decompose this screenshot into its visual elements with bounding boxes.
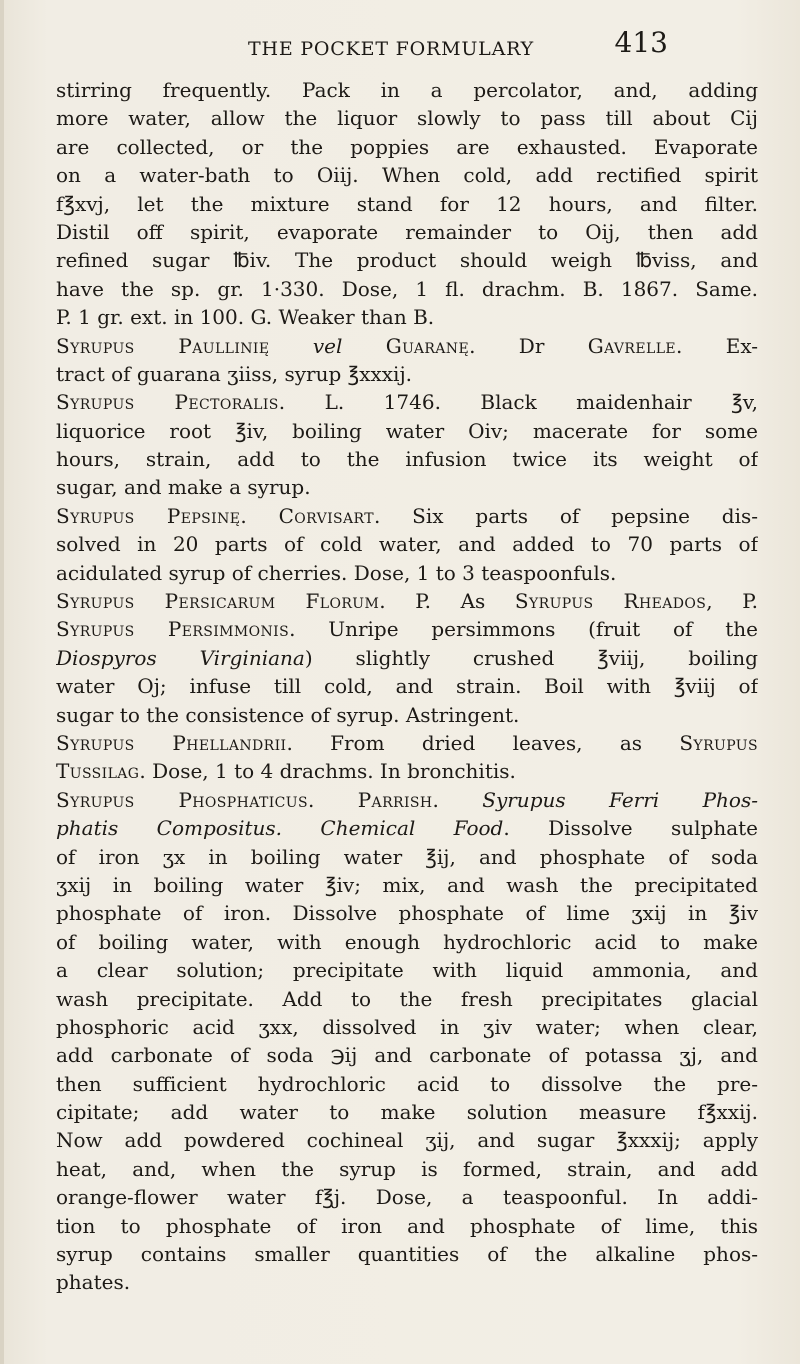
entry-heading: Syrupus Paullinię xyxy=(56,333,270,358)
page-number: 413 xyxy=(614,26,668,59)
page-header xyxy=(248,22,668,66)
text-line: tion to phosphate of iron and phosphate of lime, this xyxy=(56,1213,758,1238)
text-line: a clear solution; precipitate with liquid ammonia, and xyxy=(56,958,758,983)
cross-reference: Syrupus xyxy=(679,730,758,755)
entry-syrupus-phosphaticus: Syrupus Phosphaticus. Parrish. Syrupus Ferri Phos- xyxy=(56,787,758,812)
text-line: solved in 20 parts of cold water, and added to 70 parts of xyxy=(56,532,758,557)
entry-heading: Syrupus Pepsinę xyxy=(56,503,241,528)
text-line: Diospyros Virginiana) slightly crushed ℥viij, boiling xyxy=(56,645,758,670)
text-line: heat, and, when the syrup is formed, strain, and add xyxy=(56,1156,758,1181)
text-line: add carbonate of soda ℈ij and carbonate of potassa ʒj, and xyxy=(56,1043,758,1068)
text-line: phosphate of iron. Dissolve phosphate of lime ʒxij in ℥iv xyxy=(56,901,758,926)
text-line: hours, strain, add to the infusion twice its weight of xyxy=(56,447,758,472)
authority-name: Parrish xyxy=(357,787,433,812)
text-line: wash precipitate. Add to the fresh precipitates glacial xyxy=(56,986,758,1011)
species-name: Diospyros Virginiana xyxy=(56,645,305,670)
text-line: liquorice root ℥iv, boiling water Oiv; macerate for some xyxy=(56,418,758,443)
text-line: cipitate; add water to make solution measure f℥xxij. xyxy=(56,1100,758,1125)
cross-reference: Syrupus Rheados xyxy=(514,589,707,614)
text-line: orange-flower water f℥j. Dose, a teaspoonful. In addi- xyxy=(56,1185,758,1210)
text-line: refined sugar ℔iv. The product should weigh ℔viss, and xyxy=(56,248,758,273)
text-line: on a water-bath to Oiij. When cold, add rectified spirit xyxy=(56,163,758,188)
text-line: water Oj; infuse till cold, and strain. Boil with ℥viij of xyxy=(56,674,758,699)
text-line: stirring frequently. Pack in a percolator, and, adding xyxy=(56,78,758,102)
text-line: Distil off spirit, evaporate remainder to Oij, then add xyxy=(56,219,758,244)
text-line: then sufficient hydrochloric acid to dissolve the pre- xyxy=(56,1071,758,1096)
text-line: f℥xvj, let the mixture stand for 12 hours, and filter. xyxy=(56,191,758,216)
text-line: Tussilag. Dose, 1 to 4 drachms. In bronchitis. xyxy=(56,759,516,784)
text-line: acidulated syrup of cherries. Dose, 1 to 3 teaspoonfuls. xyxy=(56,560,617,585)
text-line: phates. xyxy=(56,1270,131,1295)
text-line: of boiling water, with enough hydrochloric acid to make xyxy=(56,929,758,954)
text-line: phosphoric acid ʒxx, dissolved in ʒiv water; when clear, xyxy=(56,1014,758,1039)
text-line: ʒxij in boiling water ℥iv; mix, and wash the precipitated xyxy=(56,872,758,897)
entry-heading: Syrupus Persimmonis xyxy=(56,617,290,642)
body-text xyxy=(56,76,758,1297)
text-line: sugar to the consistence of syrup. Astringent. xyxy=(56,702,520,727)
text-line: sugar, and make a syrup. xyxy=(56,475,311,500)
synonym: phatis Compositus. Chemical Food xyxy=(56,816,504,841)
text-line: tract of guarana ʒiiss, syrup ℥xxxij. xyxy=(56,361,413,386)
authority-name: Corvisart xyxy=(278,503,374,528)
text-line: phatis Compositus. Chemical Food. Dissolve sulphate xyxy=(56,816,758,841)
entry-heading: Syrupus Phosphaticus xyxy=(56,787,308,812)
text-line: are collected, or the poppies are exhausted. Evaporate xyxy=(56,134,758,159)
entry-heading: Guaranę xyxy=(385,333,470,358)
entry-syrupus-paulliniae: Syrupus Paullinię vel Guaranę. Dr Gavrelle. Ex- xyxy=(56,333,758,358)
text-line: Now add powdered cochineal ʒij, and sugar ℥xxxij; apply xyxy=(56,1128,758,1153)
text-line: of iron ʒx in boiling water ℥ij, and phosphate of soda xyxy=(56,844,758,869)
text-line: P. 1 gr. ext. in 100. G. Weaker than B. xyxy=(56,305,435,330)
entry-syrupus-persimmonis: Syrupus Persimmonis. Unripe persimmons (fruit of the xyxy=(56,617,758,642)
entry-heading: Syrupus Pectoralis xyxy=(56,390,279,415)
synonym: Syrupus Ferri Phos- xyxy=(482,787,758,812)
entry-syrupus-persicarum-florum: Syrupus Persicarum Florum. P. As Syrupus Rheados, P. xyxy=(56,589,758,614)
running-head: THE POCKET FORMULARY xyxy=(248,38,534,60)
text-line: syrup contains smaller quantities of the alkaline phos- xyxy=(56,1242,758,1267)
entry-heading: Syrupus Phellandrii xyxy=(56,730,287,755)
text-line: more water, allow the liquor slowly to pass till about Cij xyxy=(56,106,758,131)
entry-syrupus-pectoralis: Syrupus Pectoralis. L. 1746. Black maidenhair ℥v, xyxy=(56,390,758,415)
cross-reference: Tussilag xyxy=(56,759,140,784)
entry-heading: Syrupus Persicarum Florum xyxy=(56,589,380,614)
page-gutter-shadow xyxy=(0,0,4,1364)
authority-name: Gavrelle xyxy=(587,333,677,358)
entry-syrupus-phellandrii: Syrupus Phellandrii. From dried leaves, as Syrupus xyxy=(56,730,758,755)
entry-syrupus-pepsinae: Syrupus Pepsinę. Corvisart. Six parts of pepsine dis- xyxy=(56,503,758,528)
text-line: have the sp. gr. 1·330. Dose, 1 fl. drachm. B. 1867. Same. xyxy=(56,276,758,301)
